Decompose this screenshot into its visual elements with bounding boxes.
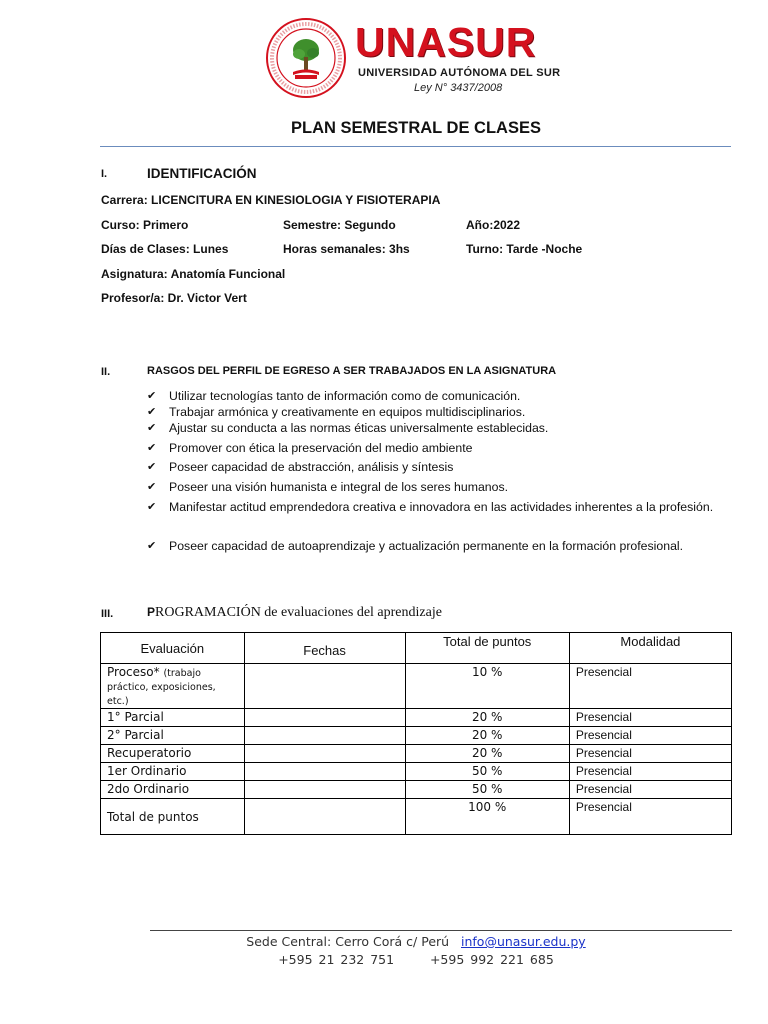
cell-evaluacion: Proceso* (trabajo práctico, exposiciones, etc.) (101, 664, 245, 709)
checkmark-icon: ✔ (147, 390, 157, 402)
checkmark-icon: ✔ (147, 481, 157, 493)
cell-evaluacion: 2do Ordinario (101, 781, 245, 799)
list-item: ✔ Promover con ética la preservación del medio ambiente (147, 439, 732, 458)
footer-phone-1: +595 21 232 751 (278, 952, 395, 967)
section-2-number: II. (101, 366, 111, 378)
title-divider (100, 146, 731, 147)
column-header-evaluacion: Evaluación (101, 633, 245, 664)
field-asignatura: Asignatura: Anatomía Funcional (101, 267, 286, 281)
table-row (101, 664, 732, 709)
cell-fechas (244, 745, 405, 763)
cell-evaluacion: 1er Ordinario (101, 763, 245, 781)
section-1-number: I. (101, 168, 108, 180)
checkmark-icon: ✔ (147, 501, 157, 513)
column-header-fechas: Fechas (244, 633, 405, 664)
field-semestre: Semestre: Segundo (283, 218, 396, 232)
checkmark-icon: ✔ (147, 406, 157, 418)
cell-evaluacion: 2° Parcial (101, 727, 245, 745)
section-1-title: IDENTIFICACIÓN (147, 166, 257, 181)
cell-evaluacion: Total de puntos (101, 799, 245, 835)
cell-total: 20 % (405, 709, 569, 727)
table-header-row (101, 633, 732, 664)
list-item: ✔ Ajustar su conducta a las normas éticas universalmente establecidas. (147, 419, 732, 438)
field-carrera: Carrera: LICENCITURA EN KINESIOLOGIA Y FISIOTERAPIA (101, 193, 441, 207)
footer-divider (150, 930, 732, 931)
table-row (101, 745, 732, 763)
table-row (101, 727, 732, 745)
cell-fechas (244, 727, 405, 745)
cell-modalidad: Presencial (569, 799, 731, 835)
cell-fechas (244, 799, 405, 835)
document-title: PLAN SEMESTRAL DE CLASES (291, 119, 541, 137)
section-2-title: RASGOS DEL PERFIL DE EGRESO A SER TRABAJADOS EN LA ASIGNATURA (147, 365, 557, 377)
checkmark-icon: ✔ (147, 422, 157, 434)
table-row (101, 781, 732, 799)
cell-modalidad: Presencial (569, 763, 731, 781)
column-header-modalidad: Modalidad (569, 633, 731, 664)
cell-modalidad: Presencial (569, 709, 731, 727)
checkmark-icon: ✔ (147, 442, 157, 454)
cell-evaluacion: 1° Parcial (101, 709, 245, 727)
checkmark-icon: ✔ (147, 540, 157, 552)
cell-modalidad: Presencial (569, 664, 731, 709)
field-anio: Año:2022 (466, 218, 521, 232)
cell-total: 20 % (405, 745, 569, 763)
cell-modalidad: Presencial (569, 727, 731, 745)
cell-fechas (244, 709, 405, 727)
footer-address-line (0, 934, 768, 949)
cell-total: 10 % (405, 664, 569, 709)
field-turno: Turno: Tarde -Noche (466, 242, 583, 256)
cell-total: 50 % (405, 763, 569, 781)
evaluation-table (100, 632, 732, 835)
cell-fechas (244, 664, 405, 709)
table-row (101, 763, 732, 781)
list-item: ✔ Poseer capacidad de abstracción, análisis y síntesis (147, 458, 732, 477)
cell-modalidad: Presencial (569, 781, 731, 799)
column-header-total: Total de puntos (405, 633, 569, 664)
list-item: ✔ Utilizar tecnologías tanto de información como de comunicación. (147, 387, 732, 406)
cell-fechas (244, 763, 405, 781)
footer-email-link[interactable]: info@unasur.edu.py (461, 934, 586, 949)
checkmark-icon: ✔ (147, 461, 157, 473)
section-3-title: PROGRAMACIÓN de evaluaciones del aprendizaje (147, 605, 442, 620)
field-profesor: Profesor/a: Dr. Victor Vert (101, 291, 247, 305)
list-item: ✔ Trabajar armónica y creativamente en equipos multidisciplinarios. (147, 403, 732, 422)
list-item: ✔ Manifestar actitud emprendedora creativa e innovadora en las actividades inherentes a la profesión. (147, 498, 732, 517)
table-row-total (101, 799, 732, 835)
cell-total: 50 % (405, 781, 569, 799)
footer-phone-2: +595 992 221 685 (429, 952, 554, 967)
field-curso: Curso: Primero (101, 218, 189, 232)
field-horas: Horas semanales: 3hs (283, 242, 410, 256)
cell-fechas (244, 781, 405, 799)
cell-total: 20 % (405, 727, 569, 745)
table-row (101, 709, 732, 727)
cell-modalidad: Presencial (569, 745, 731, 763)
field-dias: Días de Clases: Lunes (101, 242, 229, 256)
brand-name: UNASUR (355, 19, 537, 65)
cell-evaluacion: Recuperatorio (101, 745, 245, 763)
section-3-number: III. (101, 608, 114, 620)
university-seal-logo (265, 17, 347, 99)
cell-total: 100 % (405, 799, 569, 835)
law-number: Ley N° 3437/2008 (414, 82, 503, 94)
university-name: UNIVERSIDAD AUTÓNOMA DEL SUR (358, 67, 561, 79)
list-item: ✔ Poseer una visión humanista e integral de los seres humanos. (147, 478, 732, 497)
footer-phone-line (0, 952, 768, 967)
list-item: ✔ Poseer capacidad de autoaprendizaje y actualización permanente en la formación profesional. (147, 537, 732, 556)
footer-address: Sede Central: Cerro Corá c/ Perú (246, 934, 450, 949)
